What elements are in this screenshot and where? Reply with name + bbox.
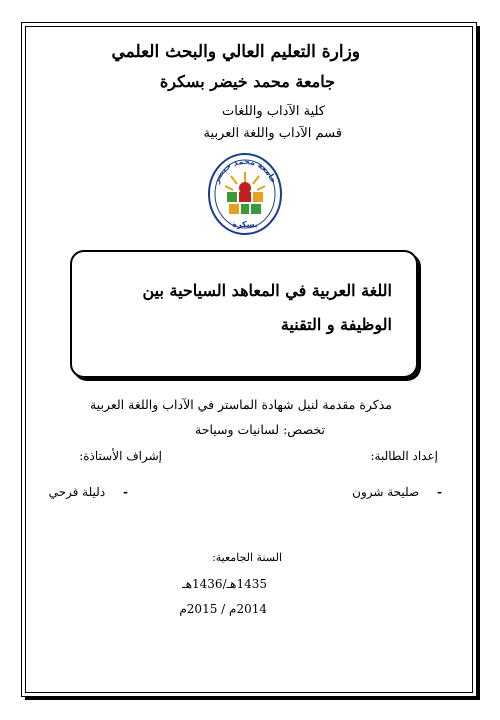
academic-year-hijri: 1435هـ/1436هـ	[182, 577, 267, 591]
university-heading: جامعة محمد خيضر بسكرة	[159, 72, 335, 91]
seal-text-top: جامعة محمد خيضر	[211, 156, 279, 185]
faculty-heading: كلية الآداب واللغات	[222, 104, 325, 119]
thesis-title-box	[70, 250, 418, 378]
professor-name-line	[49, 485, 128, 499]
professor-name: دليلة فرحي	[48, 485, 106, 499]
professor-dash: -	[123, 485, 128, 499]
supervised-by-label: إشراف الأستاذة:	[79, 449, 162, 463]
page-shadow-bottom	[25, 697, 480, 700]
ministry-heading: وزارة التعليم العالي والبحث العلمي	[111, 42, 360, 62]
academic-year-gregorian: 2014م / 2015م	[179, 602, 267, 616]
prepared-by-label: إعداد الطالبة:	[370, 449, 438, 463]
specialization: تخصص: لسانيات وسياحة	[195, 422, 325, 437]
page-shadow-right	[477, 26, 480, 699]
university-seal-icon	[205, 150, 285, 238]
academic-year-label: السنة الجامعية:	[212, 551, 282, 564]
memo-description: مذكرة مقدمة لنيل شهادة الماستر في الآداب واللغة العربية	[89, 397, 392, 412]
student-dash: -	[437, 485, 442, 499]
student-name-line	[352, 485, 442, 499]
thesis-title: اللغة العربية في المعاهد السياحية بين الوظيفة و التقنية	[142, 281, 392, 334]
department-heading: قسم الآداب واللغة العربية	[203, 126, 342, 141]
student-name: صليحة شرون	[352, 485, 420, 499]
seal-text-bottom: بسكرة	[232, 220, 258, 229]
